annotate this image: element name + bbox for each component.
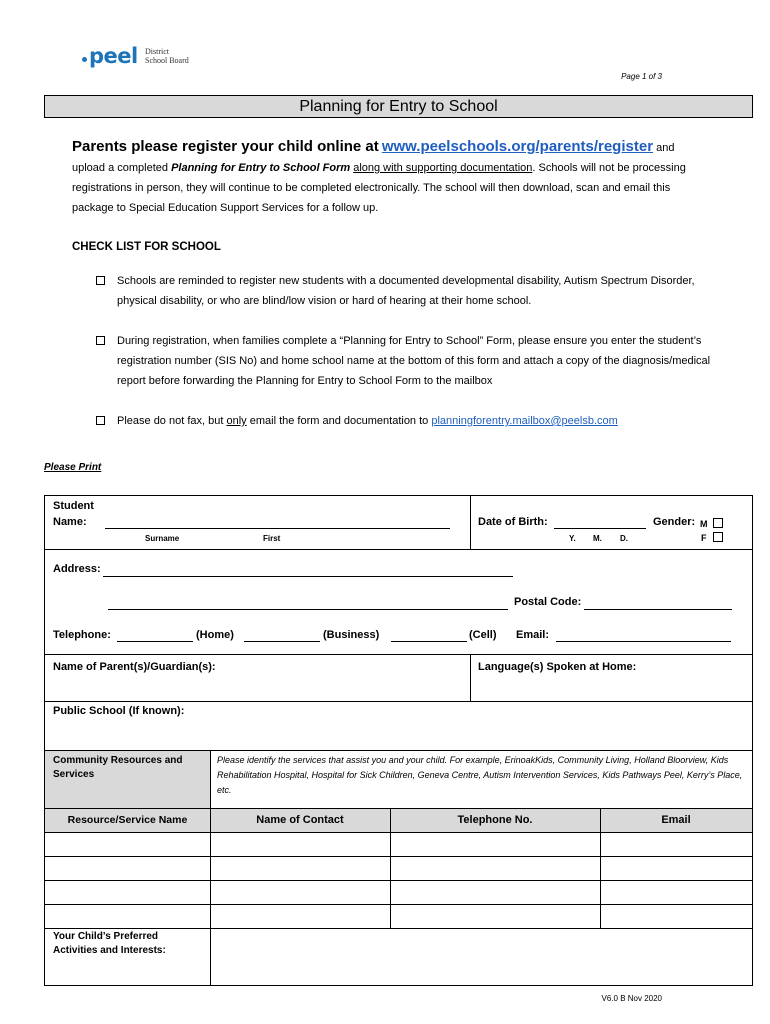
gender-m-label: M <box>700 519 708 529</box>
home-label: (Home) <box>196 629 234 641</box>
business-phone-field[interactable] <box>244 641 320 642</box>
student-label: Student <box>53 500 94 512</box>
gender-label: Gender: <box>653 516 696 528</box>
logo-dot <box>82 57 87 62</box>
parents-label: Name of Parent(s)/Guardian(s): <box>53 661 216 673</box>
community-resources-label: Community Resources and Services <box>53 755 183 780</box>
intro-and: and <box>656 142 675 154</box>
checklist-heading: CHECK LIST FOR SCHOOL <box>72 241 221 253</box>
checklist-item <box>96 331 716 411</box>
address-line-2[interactable] <box>108 609 508 610</box>
mailbox-email-link[interactable]: planningforentry.mailbox@peelsb.com <box>431 415 618 427</box>
checkbox[interactable] <box>96 276 105 285</box>
intro-form-name: Planning for Entry to School Form <box>171 162 351 174</box>
activities-label: Your Child’s Preferred Activities and Interests: <box>53 931 166 956</box>
please-print-note: Please Print <box>44 462 102 473</box>
email-label: Email: <box>516 629 550 641</box>
cell-label: (Cell) <box>469 629 497 641</box>
intro-lead: Parents please register your child online at <box>72 138 379 155</box>
intro-paragraph <box>72 137 712 218</box>
postal-code-label: Postal Code: <box>514 596 582 608</box>
logo-subtitle: District School Board <box>145 47 189 65</box>
dob-d-caption: D. <box>620 534 628 543</box>
name-field[interactable] <box>105 528 450 529</box>
business-label: (Business) <box>323 629 380 641</box>
checklist-item-text: During registration, when families complete a “Planning for Entry to School” Form, please ensure you enter the student’s registration number (SIS No) and home school name at the bottom of this form and attach a copy of the diagnosis/medical report before forwarding the Planning for Entry to School Form to the mailbox <box>117 335 711 387</box>
dob-label: Date of Birth: <box>478 516 548 528</box>
register-link[interactable]: www.peelschools.org/parents/register <box>381 138 654 155</box>
page-title: Planning for Entry to School <box>44 95 753 118</box>
checklist-item <box>96 271 716 331</box>
student-form <box>44 495 753 986</box>
email-field[interactable] <box>556 641 731 642</box>
telephone-label: Telephone: <box>53 629 111 641</box>
checkbox[interactable] <box>96 336 105 345</box>
col-header-contact: Name of Contact <box>256 814 344 826</box>
checklist-item-text: Schools are reminded to register new students with a documented developmental disability, Autism Spectrum Disorder, physical disability, or who are blind/low vision or hard of hearing at their home school. <box>117 275 695 307</box>
checklist-item-text: Please do not fax, but only email the form and documentation to planningforentry.mailbox@peelsb.com <box>117 415 618 427</box>
logo-wordmark: peel <box>89 44 138 68</box>
checklist-item <box>96 411 716 431</box>
postal-code-field[interactable] <box>584 609 732 610</box>
checkbox[interactable] <box>96 416 105 425</box>
public-school-label: Public School (If known): <box>53 705 185 717</box>
dob-m-caption: M. <box>593 534 602 543</box>
gender-f-checkbox[interactable] <box>713 532 723 542</box>
first-caption: First <box>263 534 281 543</box>
version-label: V6.0 B Nov 2020 <box>601 994 662 1003</box>
surname-caption: Surname <box>145 534 180 543</box>
address-field[interactable] <box>103 576 513 577</box>
dob-y-caption: Y. <box>569 534 576 543</box>
intro-p3: . Schools will not be processing registrations in person, they will continue to be completed electronically. The school will then download, scan and email this package to Special Education Support Services for a follow up. <box>72 162 686 214</box>
page-number: Page 1 of 3 <box>621 72 662 81</box>
col-header-email: Email <box>661 814 691 826</box>
intro-p1: upload a completed <box>72 162 169 174</box>
address-label: Address: <box>53 563 101 575</box>
cell-phone-field[interactable] <box>391 641 467 642</box>
intro-p2: along with supporting documentation <box>353 162 533 174</box>
gender-m-checkbox[interactable] <box>713 518 723 528</box>
community-resources-note: Please identify the services that assist you and your child. For example, ErinoakKids, Community Living, Holland Bloorview, Kids Rehabilitation Hospital, Hospital for Sick Children, Geneva Centre, Autism Intervention Services, Kids Pathways Peel, Kerry’s Place, etc. <box>217 755 743 795</box>
col-header-phone: Telephone No. <box>457 814 533 826</box>
col-header-resource: Resource/Service Name <box>67 814 188 826</box>
gender-f-label: F <box>701 533 707 543</box>
languages-label: Language(s) Spoken at Home: <box>478 661 637 673</box>
dob-field[interactable] <box>554 528 646 529</box>
name-label: Name: <box>53 516 87 528</box>
home-phone-field[interactable] <box>117 641 193 642</box>
